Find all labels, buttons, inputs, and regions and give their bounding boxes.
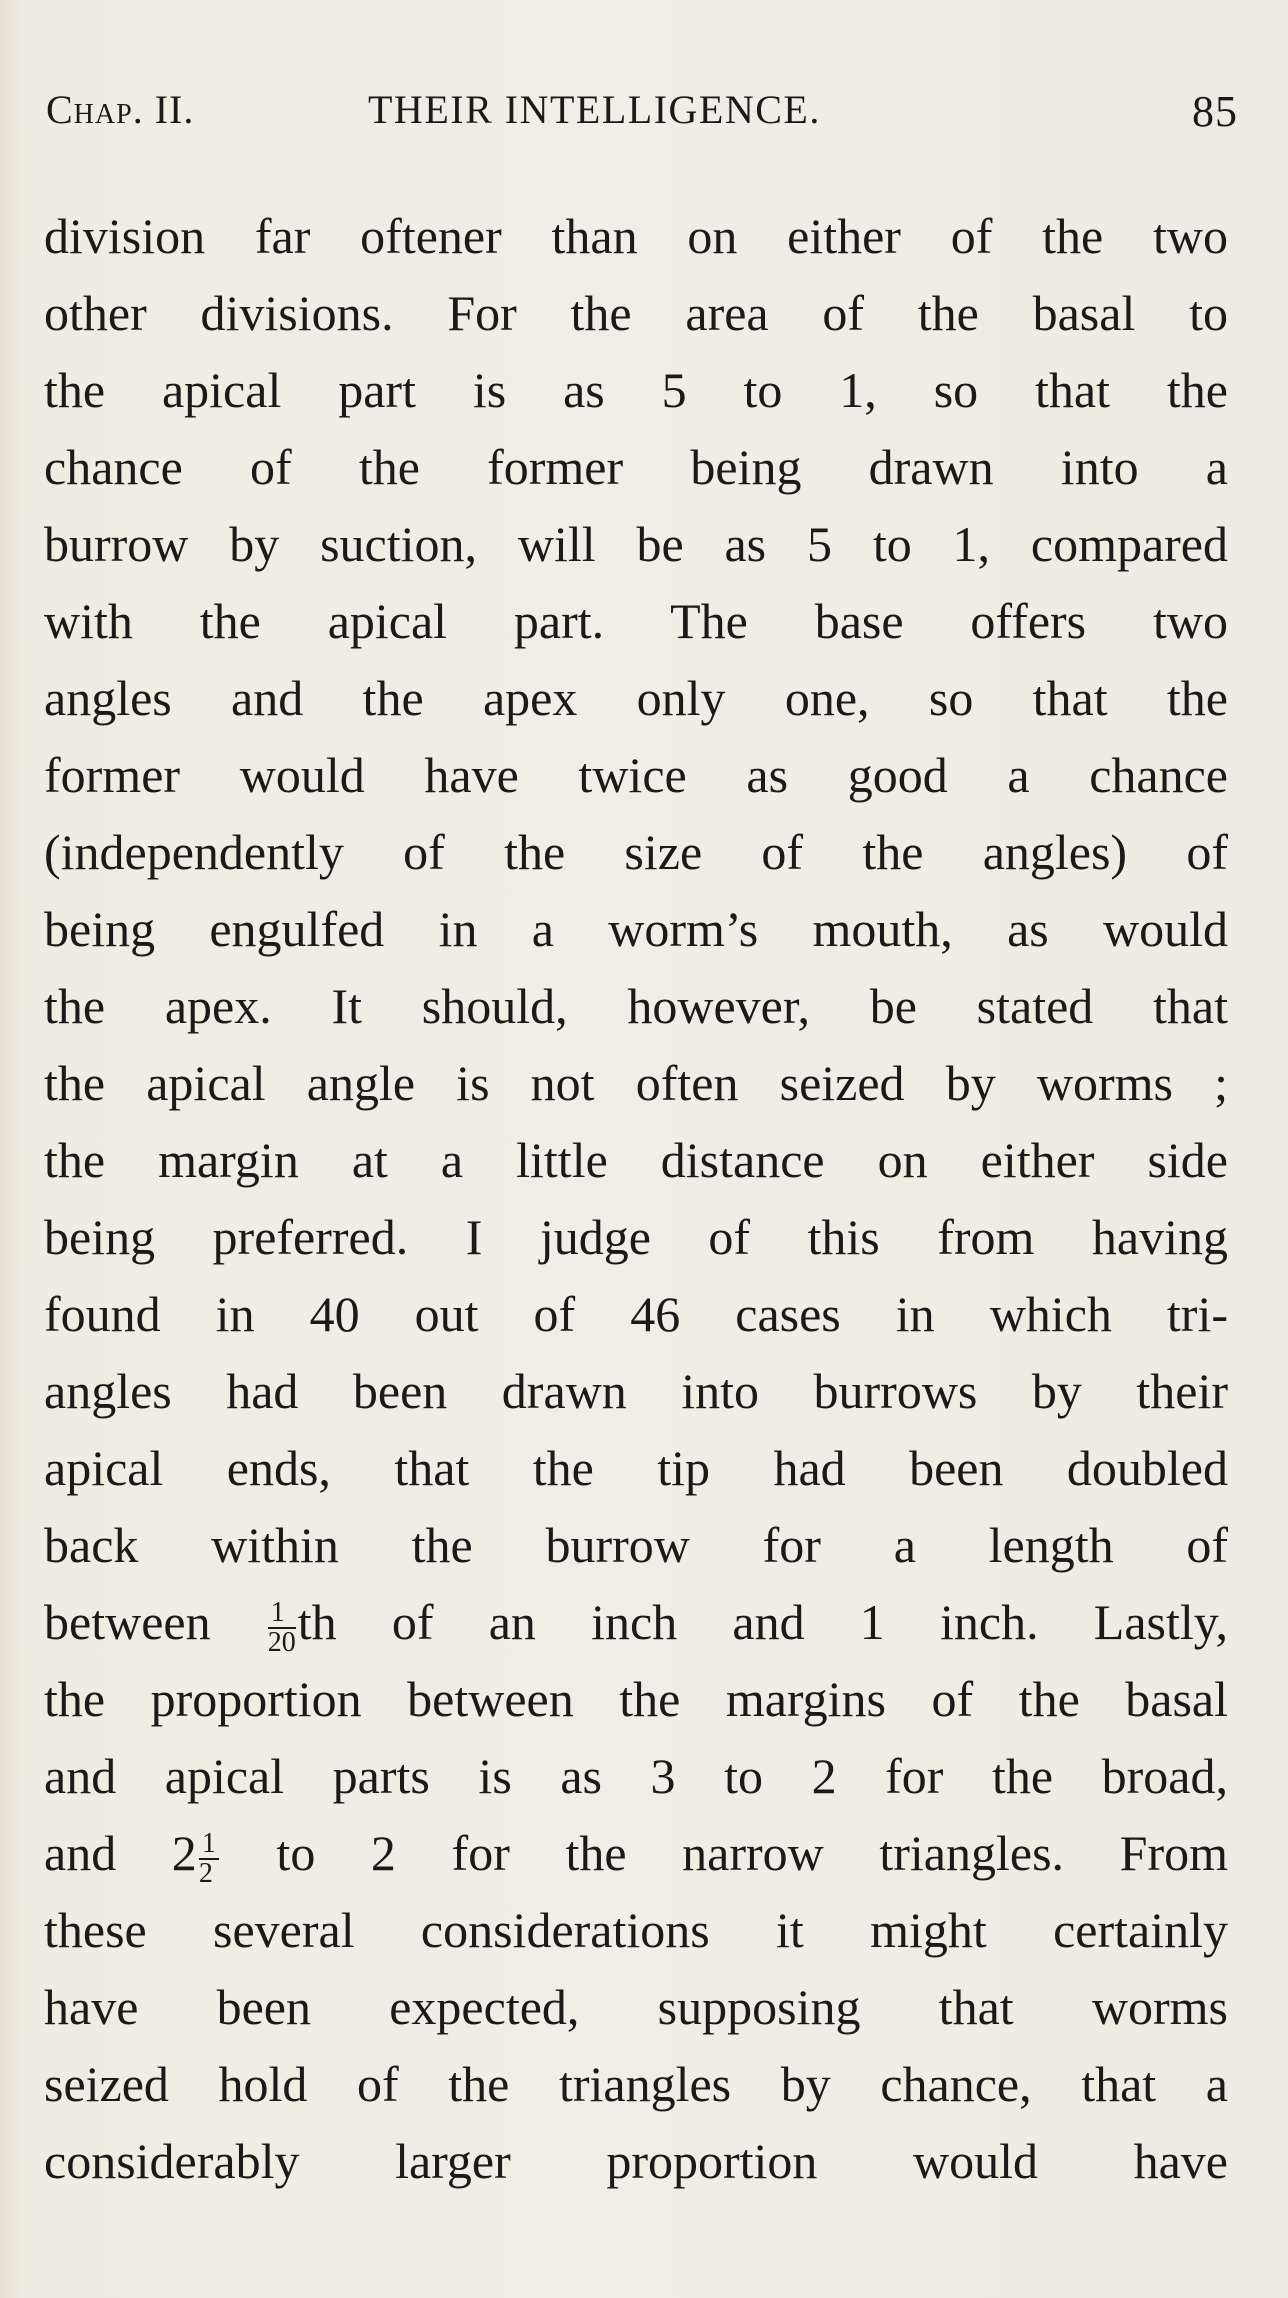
text-line: angles had been drawn into burrows by their	[44, 1363, 1228, 1419]
text-line: (independently of the size of the angles) of	[44, 824, 1228, 880]
body-text	[44, 198, 1228, 2200]
text-line: former would have twice as good a chance	[44, 747, 1228, 803]
text-line: found in 40 out of 46 cases in which tri-	[44, 1286, 1228, 1342]
text-line: being preferred. I judge of this from having	[44, 1209, 1228, 1265]
text-line: and apical parts is as 3 to 2 for the broad,	[44, 1748, 1228, 1804]
text-line: with the apical part. The base offers two	[44, 593, 1228, 649]
fraction	[267, 1596, 296, 1658]
fraction	[198, 1827, 219, 1889]
text-line-with-fraction	[44, 1815, 1228, 1892]
text-line: the apex. It should, however, be stated that	[44, 978, 1228, 1034]
text-line: the apical part is as 5 to 1, so that the	[44, 362, 1228, 418]
text-line: chance of the former being drawn into a	[44, 439, 1228, 495]
text-line: burrow by suction, will be as 5 to 1, compared	[44, 516, 1228, 572]
text-segment: between	[44, 1594, 266, 1650]
fraction-numerator: 1	[199, 1830, 219, 1860]
text-line: division far oftener than on either of the two	[44, 208, 1228, 264]
text-line: the apical angle is not often seized by worms ;	[44, 1055, 1228, 1111]
text-line: seized hold of the triangles by chance, that a	[44, 2056, 1228, 2112]
fraction-numerator: 1	[268, 1599, 296, 1629]
text-line: other divisions. For the area of the basal to	[44, 285, 1228, 341]
text-line: these several considerations it might certainly	[44, 1902, 1228, 1958]
text-segment: to 2 for the narrow triangles. From	[220, 1825, 1228, 1881]
text-line: the proportion between the margins of the basal	[44, 1671, 1228, 1727]
text-line-with-fraction	[44, 1584, 1228, 1661]
text-line: have been expected, supposing that worms	[44, 1979, 1228, 2035]
page-number: 85	[1192, 87, 1238, 136]
text-segment: and 2	[44, 1825, 197, 1881]
fraction-denominator: 20	[267, 1626, 296, 1658]
running-head	[46, 86, 1238, 142]
text-segment: th of an inch and 1 inch. Lastly,	[297, 1594, 1228, 1650]
fraction-denominator: 2	[198, 1857, 213, 1889]
text-line: angles and the apex only one, so that the	[44, 670, 1228, 726]
chapter-label: Chap. II.	[46, 87, 195, 132]
text-line: apical ends, that the tip had been doubled	[44, 1440, 1228, 1496]
chapter-title: THEIR INTELLIGENCE.	[368, 87, 821, 132]
text-line: considerably larger proportion would have	[44, 2133, 1228, 2189]
text-line: the margin at a little distance on either side	[44, 1132, 1228, 1188]
text-line: being engulfed in a worm’s mouth, as would	[44, 901, 1228, 957]
text-line: back within the burrow for a length of	[44, 1517, 1228, 1573]
